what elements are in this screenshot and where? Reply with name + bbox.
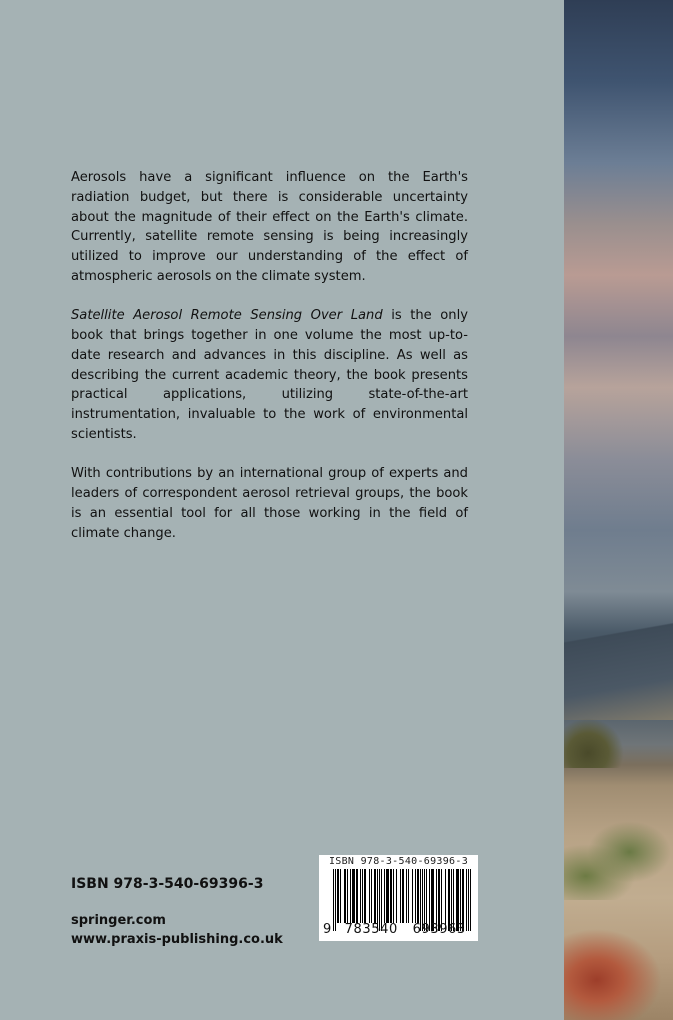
cover-photo-strip [564,0,673,1020]
publisher-urls [71,911,283,949]
springer-link[interactable]: springer.com [71,913,166,928]
barcode-bar [362,869,363,923]
book-description [71,168,468,563]
barcode-bar [350,869,351,923]
barcode-bar [390,869,392,923]
description-paragraph-2-text: is the only book that brings together in one volume the most up-to-date research and advances in this discipline. As well as describing the current academic theory, the book presents practical applications, utilizing state-of-the-art instrumentation, invaluable to the work of environmental scientists. [71,308,468,443]
barcode-bar [371,869,372,923]
barcode-bar [396,869,397,923]
barcode-bar [384,869,385,923]
barcode-right-group: 693963 [412,922,466,937]
barcode-bar [356,869,358,923]
barcode-bar [393,869,394,923]
barcode [319,855,478,941]
red-plant [564,920,673,1020]
barcode-first-digit: 9 [323,922,332,937]
barcode-bar [360,869,361,923]
book-title-italic: Satellite Aerosol Remote Sensing Over Land [71,308,383,324]
isbn-label: ISBN 978-3-540-69396-3 [71,876,264,892]
barcode-bar [369,869,370,923]
tree-cluster [564,718,624,768]
barcode-bar [344,869,346,923]
praxis-link[interactable]: www.praxis-publishing.co.uk [71,932,283,947]
barcode-bar [340,869,341,923]
barcode-left-group: 783540 [344,922,398,937]
mountain-silhouette [564,600,673,720]
barcode-bar [408,869,409,923]
barcode-bar [406,869,407,923]
description-paragraph-1: Aerosols have a significant influence on the Earth's radiation budget, but there is considerable uncertainty about the magnitude of their effect on the Earth's climate. Currently, satellite remote sensing is being increasingly utilized to improve our understanding of the effect of atmospheric aerosols on the climate system. [71,170,468,284]
barcode-bar [417,869,419,923]
barcode-bar [412,869,413,923]
barcode-bar [374,869,376,923]
barcode-bar [386,869,389,923]
barcode-bar [364,869,366,923]
barcode-digits [323,922,477,937]
barcode-bar [352,869,355,923]
description-paragraph-2 [71,306,468,445]
description-paragraph-3: With contributions by an international group of experts and leaders of correspondent aerosol retrieval groups, the book is an essential tool for all those working in the field of climate change. [71,466,468,541]
barcode-bar [337,869,339,923]
barcode-isbn-text: ISBN 978-3-540-69396-3 [328,856,469,867]
barcode-bar [402,869,404,923]
barcode-bar [347,869,348,923]
barcode-bar [415,869,416,923]
barcode-bar [400,869,401,923]
grass-patches [564,820,673,900]
